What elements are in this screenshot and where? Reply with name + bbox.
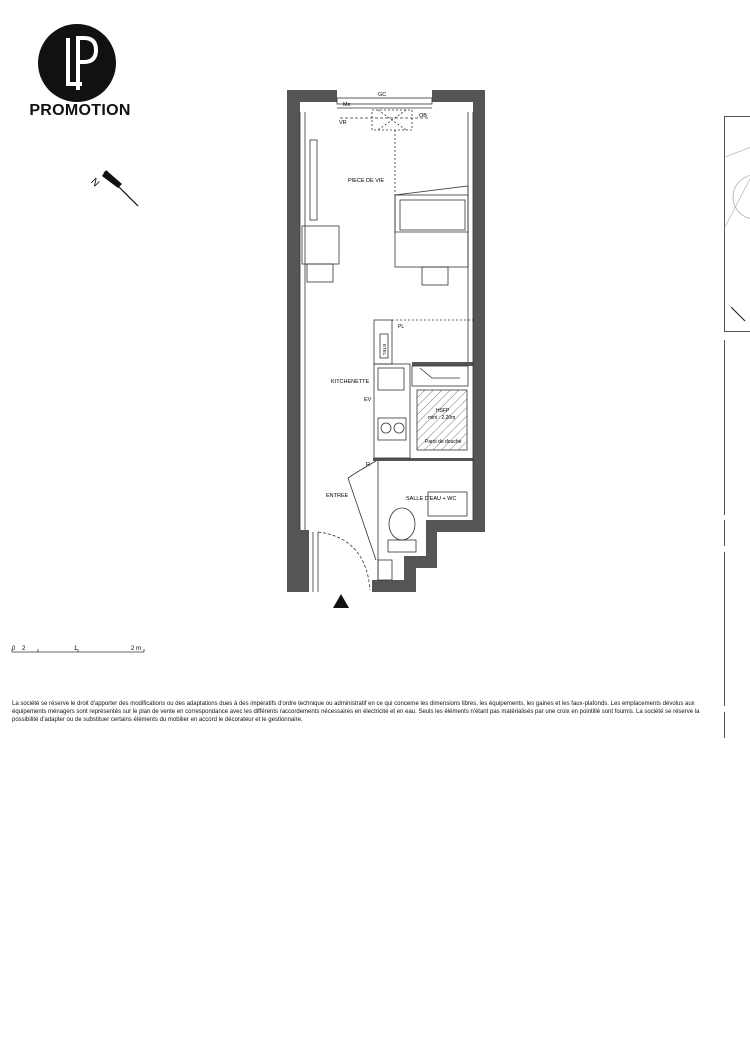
label-paroi-de-douche: Paroi de douche	[425, 439, 462, 445]
label-salle-deau-wc: SALLE D'EAU + WC	[406, 496, 457, 502]
sidebar-row-3	[724, 390, 725, 416]
label-ob: OB	[419, 113, 427, 119]
info-sidebar	[724, 116, 750, 740]
label-pl: PL	[398, 324, 405, 330]
window	[337, 98, 432, 130]
north-label: N	[88, 176, 102, 190]
scale-tick-0: 0	[12, 646, 16, 652]
site-map-thumbnail	[725, 117, 750, 332]
sidebar-legend-box	[724, 552, 725, 706]
label-me: Me	[343, 102, 351, 108]
sidebar-map-box	[724, 116, 750, 332]
sidebar-footer-box	[724, 712, 725, 738]
sidebar-row-2	[724, 365, 725, 391]
label-vr: VR	[339, 120, 347, 126]
interior-lines	[300, 112, 473, 530]
label-hsfp: HSFP	[436, 408, 450, 414]
label-r: R	[366, 462, 370, 468]
scale-tick-3: 2 m	[131, 646, 142, 652]
sidebar-row-1	[724, 340, 725, 366]
sidebar-rooms-box	[724, 415, 725, 515]
label-gc: GC	[378, 92, 387, 98]
label-kitchenette: KITCHENETTE	[331, 379, 370, 385]
label-ev: EV	[364, 397, 372, 403]
entry-door	[313, 532, 370, 592]
living-furniture	[302, 130, 468, 285]
label-hsfp-height: mini : 2.20m	[428, 415, 456, 421]
logo-brand-text: PROMOTION	[29, 102, 131, 119]
label-etel: ETEL	[382, 344, 387, 356]
label-piece-de-vie: PIECE DE VIE	[348, 178, 385, 184]
north-arrow-icon	[88, 170, 138, 206]
disclaimer-text: La société se réserve le droit d'apporter des modifications ou des adaptations dues à des impératifs d'ordre technique ou administratif en ce qui concerne les dimensions libres, les équipements, les gaines et les faux-plafonds. Les emplacements dévolus aux équipements ménagers sont représentés sur le plan de vente en correspondance avec les différents raccordements nécessaires en électricité et en eau. Seuls les éléments n'étant pas matérialisés par une croix en pointillé sont fournis. La société se réserve la possibilité d'adapter ou de substituer certains éléments du mobilier en accord le décorateur et le gestionnaire.	[12, 701, 700, 724]
entrance-arrow-icon	[333, 594, 349, 608]
scale-tick-2: 1	[74, 646, 78, 652]
sidebar-total-box	[724, 520, 725, 546]
label-entree: ENTREE	[326, 493, 349, 499]
scale-tick-1: 2	[22, 646, 26, 652]
scale-bar	[12, 649, 144, 652]
